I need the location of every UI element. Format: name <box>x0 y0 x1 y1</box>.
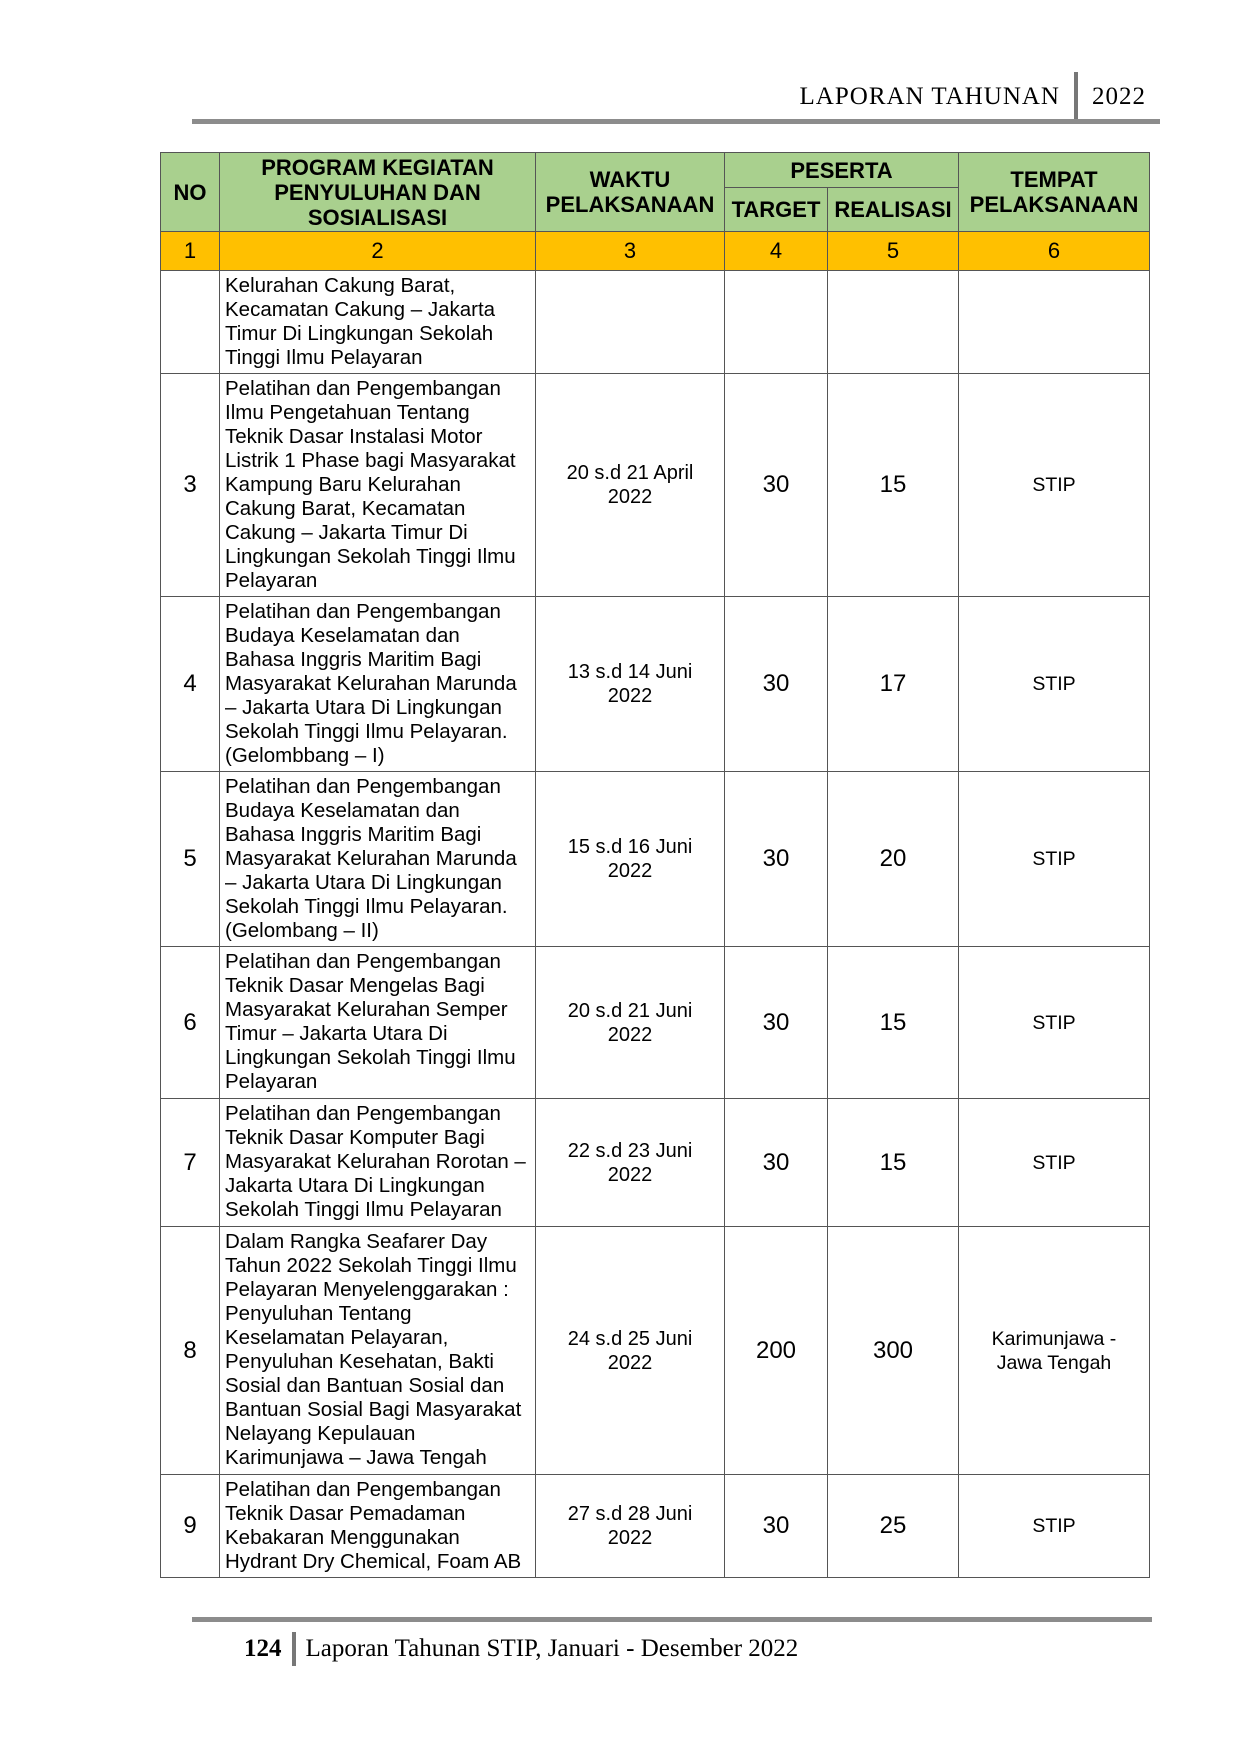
row-no: 8 <box>161 1227 220 1475</box>
row-target: 30 <box>725 374 828 597</box>
row-no: 5 <box>161 772 220 947</box>
row-tempat: STIP <box>959 1475 1150 1578</box>
row-waktu: 13 s.d 14 Juni 2022 <box>536 597 725 772</box>
row-target: 30 <box>725 772 828 947</box>
table-row <box>161 1099 1150 1227</box>
row-target: 30 <box>725 947 828 1099</box>
row-waktu: 20 s.d 21 April 2022 <box>536 374 725 597</box>
row-no <box>161 271 220 374</box>
row-no: 6 <box>161 947 220 1099</box>
table-row <box>161 374 1150 597</box>
table-row <box>161 772 1150 947</box>
header-realisasi: REALISASI <box>828 188 959 232</box>
row-waktu: 20 s.d 21 Juni 2022 <box>536 947 725 1099</box>
header-tempat: TEMPAT PELAKSANAAN <box>959 153 1150 232</box>
row-waktu: 15 s.d 16 Juni 2022 <box>536 772 725 947</box>
row-realisasi <box>828 271 959 374</box>
table-row <box>161 1227 1150 1475</box>
table-row <box>161 597 1150 772</box>
column-number: 4 <box>725 232 828 271</box>
row-program: Pelatihan dan Pengembangan Teknik Dasar Komputer Bagi Masyarakat Kelurahan Rorotan – Jakarta Utara Di Lingkungan Sekolah Tinggi Ilmu Pelayaran <box>220 1099 536 1227</box>
row-waktu: 27 s.d 28 Juni 2022 <box>536 1475 725 1578</box>
column-number: 2 <box>220 232 536 271</box>
row-tempat: STIP <box>959 947 1150 1099</box>
row-realisasi: 15 <box>828 947 959 1099</box>
column-number: 1 <box>161 232 220 271</box>
footer-text: Laporan Tahunan STIP, Januari - Desember 2022 <box>305 1635 799 1662</box>
table-row <box>161 271 1150 374</box>
row-realisasi: 25 <box>828 1475 959 1578</box>
row-program: Pelatihan dan Pengembangan Budaya Keselamatan dan Bahasa Inggris Maritim Bagi Masyarakat Kelurahan Marunda – Jakarta Utara Di Lingkungan Sekolah Tinggi Ilmu Pelayaran. (Gelombang – II) <box>220 772 536 947</box>
column-number: 5 <box>828 232 959 271</box>
header-peserta: PESERTA <box>725 153 959 188</box>
header-rule <box>192 119 1160 124</box>
row-target: 30 <box>725 1475 828 1578</box>
row-no: 3 <box>161 374 220 597</box>
row-waktu: 24 s.d 25 Juni 2022 <box>536 1227 725 1475</box>
activity-table <box>160 152 1150 1578</box>
row-target: 200 <box>725 1227 828 1475</box>
page-header <box>800 70 1146 124</box>
header-year: 2022 <box>1092 83 1146 110</box>
table-row <box>161 947 1150 1099</box>
row-realisasi: 20 <box>828 772 959 947</box>
row-tempat: Karimunjawa - Jawa Tengah <box>959 1227 1150 1475</box>
row-realisasi: 15 <box>828 1099 959 1227</box>
table-row <box>161 1475 1150 1578</box>
header-waktu: WAKTU PELAKSANAAN <box>536 153 725 232</box>
row-no: 4 <box>161 597 220 772</box>
header-separator <box>1074 72 1078 122</box>
page-footer <box>244 1624 798 1674</box>
row-waktu <box>536 271 725 374</box>
row-target <box>725 271 828 374</box>
page-number: 124 <box>244 1635 282 1662</box>
row-tempat: STIP <box>959 772 1150 947</box>
row-tempat <box>959 271 1150 374</box>
row-realisasi: 15 <box>828 374 959 597</box>
row-realisasi: 17 <box>828 597 959 772</box>
row-program: Pelatihan dan Pengembangan Ilmu Pengetahuan Tentang Teknik Dasar Instalasi Motor Listrik 1 Phase bagi Masyarakat Kampung Baru Kelurahan Cakung Barat, Kecamatan Cakung – Jakarta Timur Di Lingkungan Sekolah Tinggi Ilmu Pelayaran <box>220 374 536 597</box>
row-program: Pelatihan dan Pengembangan Budaya Keselamatan dan Bahasa Inggris Maritim Bagi Masyarakat Kelurahan Marunda – Jakarta Utara Di Lingkungan Sekolah Tinggi Ilmu Pelayaran. (Gelombbang – I) <box>220 597 536 772</box>
row-target: 30 <box>725 597 828 772</box>
header-no: NO <box>161 153 220 232</box>
header-target: TARGET <box>725 188 828 232</box>
footer-separator <box>292 1632 296 1666</box>
row-tempat: STIP <box>959 597 1150 772</box>
row-program: Pelatihan dan Pengembangan Teknik Dasar Mengelas Bagi Masyarakat Kelurahan Semper Timur – Jakarta Utara Di Lingkungan Sekolah Tinggi Ilmu Pelayaran <box>220 947 536 1099</box>
row-program: Pelatihan dan Pengembangan Teknik Dasar Pemadaman Kebakaran Menggunakan Hydrant Dry Chemical, Foam AB <box>220 1475 536 1578</box>
row-no: 9 <box>161 1475 220 1578</box>
row-program: Dalam Rangka Seafarer Day Tahun 2022 Sekolah Tinggi Ilmu Pelayaran Menyelenggarakan : Penyuluhan Tentang Keselamatan Pelayaran, Penyuluhan Kesehatan, Bakti Sosial dan Bantuan Sosial dan Bantuan Sosial Bagi Masyarakat Nelayang Kepulauan Karimunjawa – Jawa Tengah <box>220 1227 536 1475</box>
row-no: 7 <box>161 1099 220 1227</box>
column-number: 3 <box>536 232 725 271</box>
row-waktu: 22 s.d 23 Juni 2022 <box>536 1099 725 1227</box>
header-title: LAPORAN TAHUNAN <box>799 83 1060 110</box>
header-program: PROGRAM KEGIATAN PENYULUHAN DAN SOSIALISASI <box>220 153 536 232</box>
row-tempat: STIP <box>959 1099 1150 1227</box>
row-program: Kelurahan Cakung Barat, Kecamatan Cakung – Jakarta Timur Di Lingkungan Sekolah Tinggi Ilmu Pelayaran <box>220 271 536 374</box>
row-target: 30 <box>725 1099 828 1227</box>
footer-rule <box>192 1617 1152 1622</box>
row-tempat: STIP <box>959 374 1150 597</box>
column-number: 6 <box>959 232 1150 271</box>
row-realisasi: 300 <box>828 1227 959 1475</box>
